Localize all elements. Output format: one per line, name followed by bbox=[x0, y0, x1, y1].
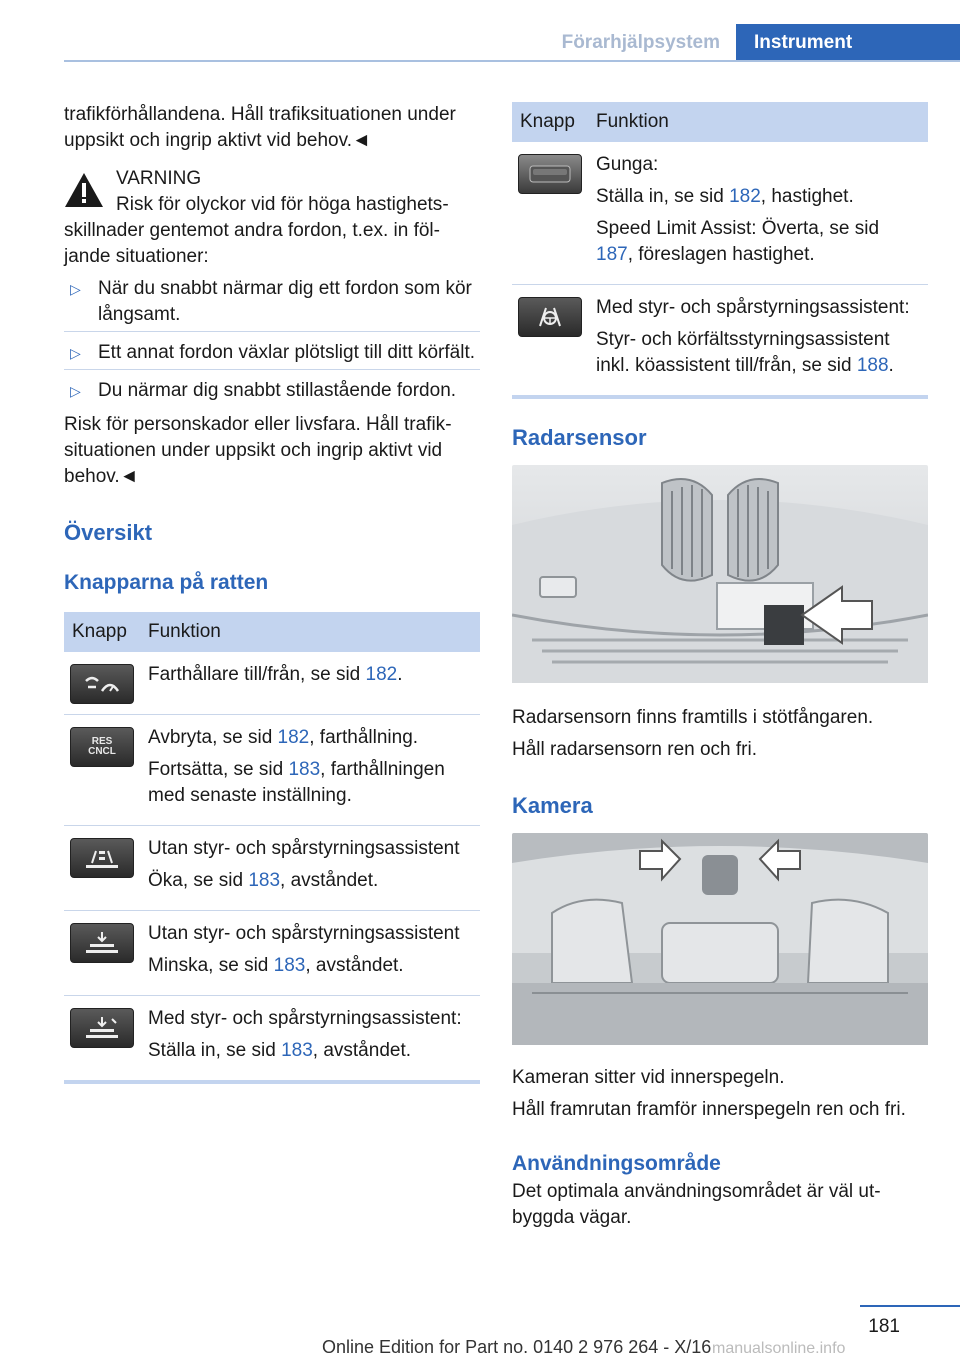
function-text: Gunga: bbox=[596, 154, 659, 175]
distance-set-icon bbox=[70, 1008, 134, 1048]
left-column bbox=[64, 102, 480, 1084]
page-link[interactable]: 187 bbox=[596, 244, 628, 265]
bullet-divider bbox=[64, 369, 480, 370]
function-text: Speed Limit Assist: Överta, se sid 187, föreslagen hastighet. bbox=[596, 218, 880, 265]
function-text: Utan styr- och spårstyrningsassistent bbox=[148, 923, 460, 944]
triangle-bullet-icon: ▷ bbox=[70, 383, 81, 399]
steering-assistant-icon bbox=[518, 297, 582, 337]
warning-after-text: Risk för personskador eller livsfara. Håll trafiksituationen under uppsikt och ingrip aktivt vid behov.◄ bbox=[64, 414, 452, 487]
camera-image bbox=[512, 833, 928, 1053]
function-text: Med styr- och spårstyrningsassistent: bbox=[596, 297, 910, 318]
function-text: Öka, se sid 183, avståndet. bbox=[148, 870, 379, 891]
table-header-row bbox=[64, 612, 480, 652]
list-item: ▷ När du snabbt närmar dig ett fordon som kör långsamt. bbox=[64, 276, 480, 328]
function-text: Farthållare till/från, se sid 182. bbox=[148, 664, 403, 685]
table-row bbox=[512, 142, 928, 285]
page-link[interactable]: 182 bbox=[729, 186, 761, 207]
res-cncl-icon: RES CNCL bbox=[70, 727, 134, 767]
warning-box bbox=[64, 166, 480, 192]
cruise-control-icon bbox=[70, 664, 134, 704]
overview-heading: Översikt bbox=[64, 520, 153, 545]
table-row bbox=[64, 826, 480, 911]
triangle-bullet-icon: ▷ bbox=[70, 345, 81, 361]
page-link[interactable]: 188 bbox=[856, 355, 889, 376]
list-item: ▷ Ett annat fordon växlar plötsligt till ditt körfält. bbox=[64, 340, 480, 366]
function-text: Fortsätta, se sid 183, farthållningen med senaste inställning. bbox=[148, 759, 445, 806]
header-tab-instrument[interactable]: Instrument bbox=[736, 24, 960, 62]
page-link[interactable]: 183 bbox=[273, 955, 306, 976]
buttons-heading: Knapparna på ratten bbox=[64, 571, 269, 594]
intro-paragraph: trafikförhållandena. Håll trafiksituationen under uppsikt och ingrip aktivt vid behov.◄ bbox=[64, 104, 456, 151]
radar-heading: Radarsensor bbox=[512, 425, 647, 450]
right-column bbox=[512, 102, 928, 1237]
warning-text: Risk för olyckor vid för höga hastighetsskillnader gentemot andra fordon, t.ex. in följande situationer: bbox=[64, 194, 449, 267]
table-header-row bbox=[512, 102, 928, 142]
function-text: Minska, se sid 183, avståndet. bbox=[148, 955, 404, 976]
page-link[interactable]: 183 bbox=[288, 759, 321, 780]
page-link[interactable]: 183 bbox=[248, 870, 281, 891]
page-link[interactable]: 182 bbox=[277, 727, 310, 748]
watermark: manualsonline.info bbox=[712, 1340, 846, 1357]
warning-title: VARNING bbox=[116, 168, 202, 189]
column-header-button: Knapp bbox=[512, 102, 588, 142]
table-row bbox=[64, 996, 480, 1083]
page-link[interactable]: 183 bbox=[281, 1040, 313, 1061]
radar-text-2: Håll radarsensorn ren och fri. bbox=[512, 739, 757, 760]
usage-heading: Användningsområde bbox=[512, 1152, 721, 1175]
header-section-title: Förarhjälpsystem bbox=[561, 32, 720, 53]
table-row bbox=[64, 911, 480, 996]
camera-heading: Kamera bbox=[512, 793, 593, 818]
steering-buttons-table bbox=[64, 612, 480, 1084]
triangle-bullet-icon: ▷ bbox=[70, 281, 81, 297]
steering-buttons-table-continued bbox=[512, 102, 928, 399]
warning-bullet-list bbox=[64, 276, 480, 404]
radar-text-1: Radarsensorn finns framtills i stötfångaren. bbox=[512, 707, 874, 728]
rocker-switch-icon bbox=[518, 154, 582, 194]
usage-text: Det optimala användningsområdet är väl utbyggda vägar. bbox=[512, 1181, 881, 1228]
warning-triangle-icon bbox=[64, 172, 104, 208]
table-row bbox=[512, 285, 928, 398]
function-text: Utan styr- och spårstyrningsassistent bbox=[148, 838, 460, 859]
footer-divider bbox=[860, 1305, 960, 1307]
column-header-function: Funktion bbox=[588, 102, 928, 142]
page-link[interactable]: 182 bbox=[365, 664, 398, 685]
list-item: ▷ Du närmar dig snabbt stillastående fordon. bbox=[64, 378, 480, 404]
page-number: 181 bbox=[868, 1316, 900, 1337]
table-row bbox=[64, 652, 480, 715]
radar-sensor-image bbox=[512, 465, 928, 691]
header-divider bbox=[64, 60, 960, 62]
bullet-divider bbox=[64, 331, 480, 332]
camera-text-1: Kameran sitter vid innerspegeln. bbox=[512, 1067, 785, 1088]
function-text: Med styr- och spårstyrningsassistent: bbox=[148, 1008, 462, 1029]
camera-text-2: Håll framrutan framför innerspegeln ren och fri. bbox=[512, 1099, 906, 1120]
column-header-button: Knapp bbox=[64, 612, 140, 652]
edition-text: Online Edition for Part no. 0140 2 976 264 - X/16 bbox=[322, 1337, 712, 1357]
distance-increase-icon bbox=[70, 838, 134, 878]
distance-decrease-icon bbox=[70, 923, 134, 963]
column-header-function: Funktion bbox=[140, 612, 480, 652]
function-text: Avbryta, se sid 182, farthållning. bbox=[148, 727, 419, 748]
table-row bbox=[64, 715, 480, 826]
function-text: Ställa in, se sid 182, hastighet. bbox=[596, 186, 854, 207]
function-text: Ställa in, se sid 183, avståndet. bbox=[148, 1040, 412, 1061]
function-text: Styr- och körfältsstyrningsassistent inkl. köassistent till/från, se sid 188. bbox=[596, 329, 894, 376]
